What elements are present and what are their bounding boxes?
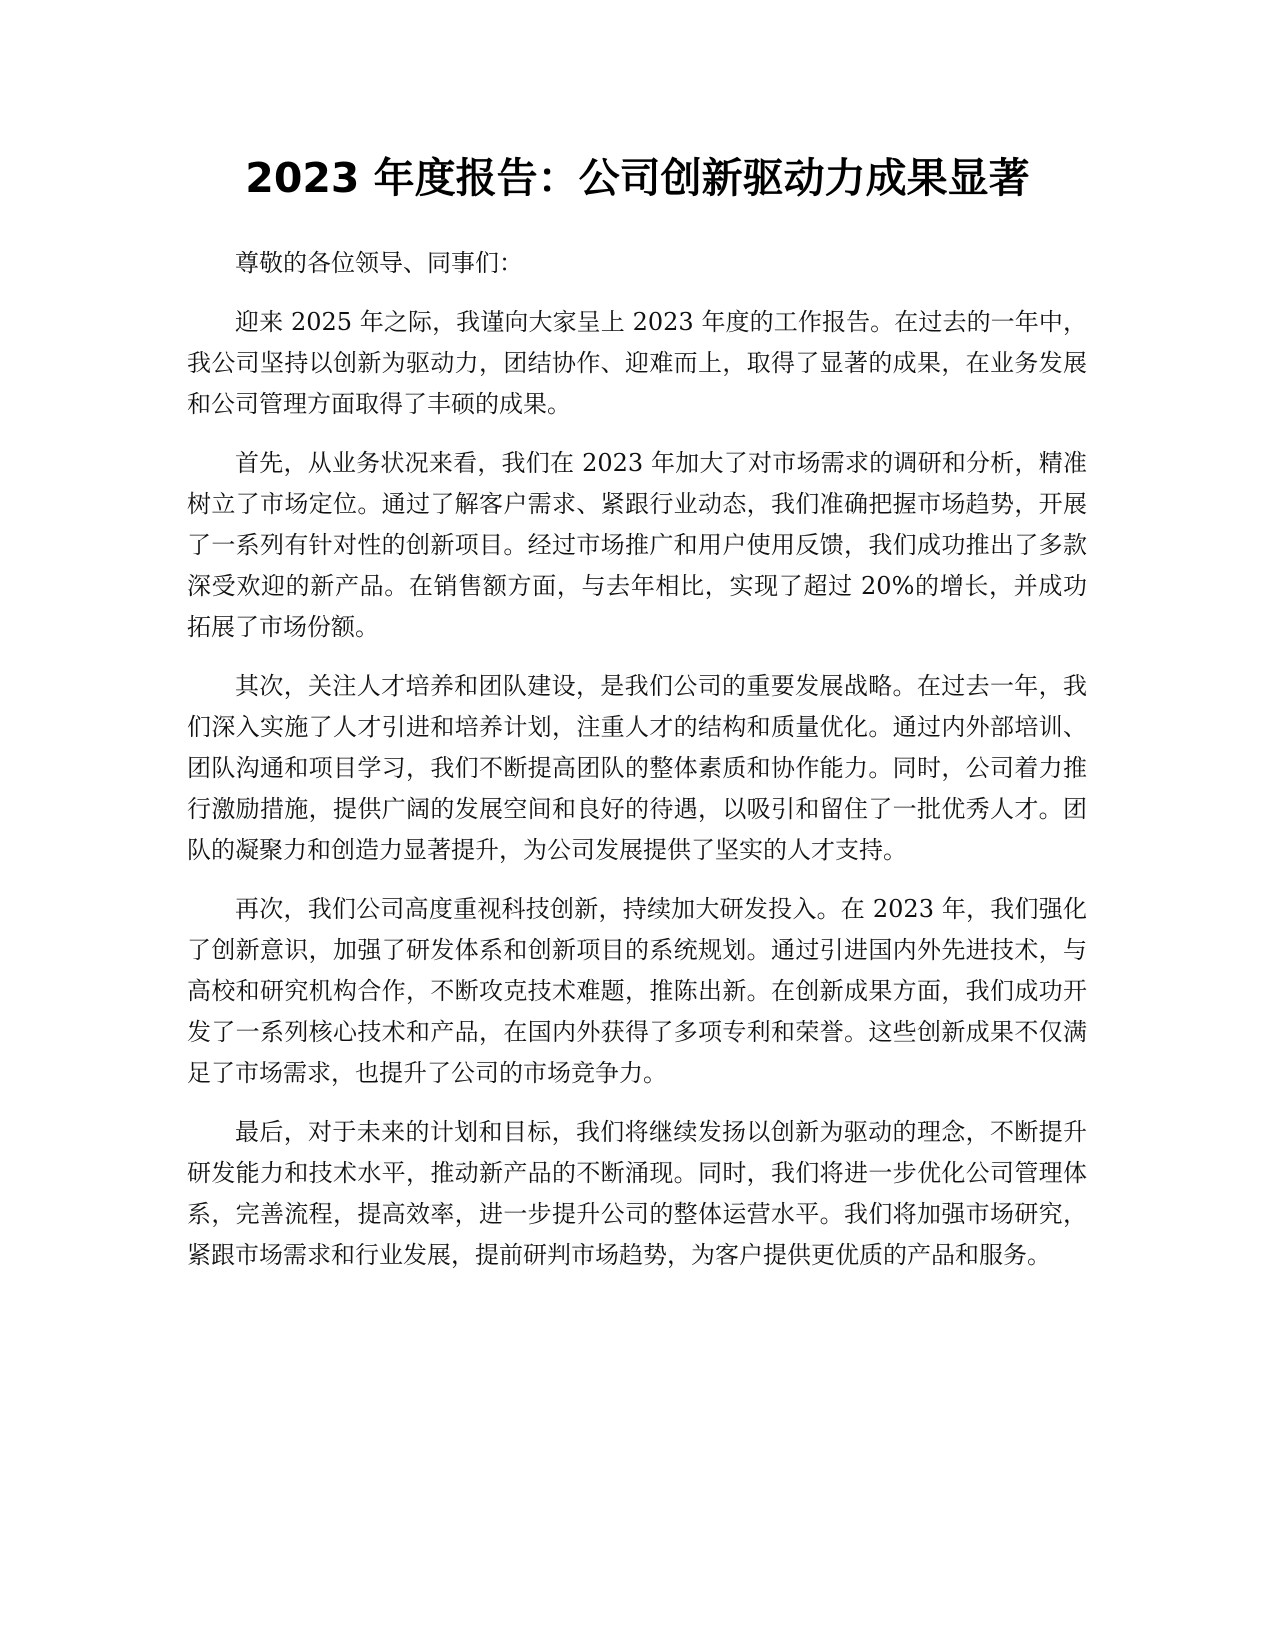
- paragraph-innovation: 再次，我们公司高度重视科技创新，持续加大研发投入。在 2023 年，我们强化了创新意识，加强了研发体系和创新项目的系统规划。通过引进国内外先进技术，与高校和研究机构合作，不断攻克技术难题，推陈出新。在创新成果方面，我们成功开发了一系列核心技术和产品，在国内外获得了多项专利和荣誉。这些创新成果不仅满足了市场需求，也提升了公司的市场竞争力。: [187, 895, 1087, 1087]
- paragraph-business: 首先，从业务状况来看，我们在 2023 年加大了对市场需求的调研和分析，精准树立了市场定位。通过了解客户需求、紧跟行业动态，我们准确把握市场趋势，开展了一系列有针对性的创新项目。经过市场推广和用户使用反馈，我们成功推出了多款深受欢迎的新产品。在销售额方面，与去年相比，实现了超过 20%的增长，并成功拓展了市场份额。: [187, 449, 1087, 641]
- document-body: [187, 243, 1087, 1294]
- paragraph-intro: 迎来 2025 年之际，我谨向大家呈上 2023 年度的工作报告。在过去的一年中，我公司坚持以创新为驱动力，团结协作、迎难而上，取得了显著的成果，在业务发展和公司管理方面取得了丰硕的成果。: [187, 308, 1087, 418]
- page-title: 2023 年度报告：公司创新驱动力成果显著: [245, 154, 1030, 202]
- paragraph-future: 最后，对于未来的计划和目标，我们将继续发扬以创新为驱动的理念，不断提升研发能力和技术水平，推动新产品的不断涌现。同时，我们将进一步优化公司管理体系，完善流程，提高效率，进一步提升公司的整体运营水平。我们将加强市场研究，紧跟市场需求和行业发展，提前研判市场趋势，为客户提供更优质的产品和服务。: [187, 1118, 1087, 1269]
- paragraph-talent: 其次，关注人才培养和团队建设，是我们公司的重要发展战略。在过去一年，我们深入实施了人才引进和培养计划，注重人才的结构和质量优化。通过内外部培训、团队沟通和项目学习，我们不断提高团队的整体素质和协作能力。同时，公司着力推行激励措施，提供广阔的发展空间和良好的待遇，以吸引和留住了一批优秀人才。团队的凝聚力和创造力显著提升，为公司发展提供了坚实的人才支持。: [187, 672, 1087, 864]
- greeting-line: 尊敬的各位领导、同事们：: [235, 249, 523, 277]
